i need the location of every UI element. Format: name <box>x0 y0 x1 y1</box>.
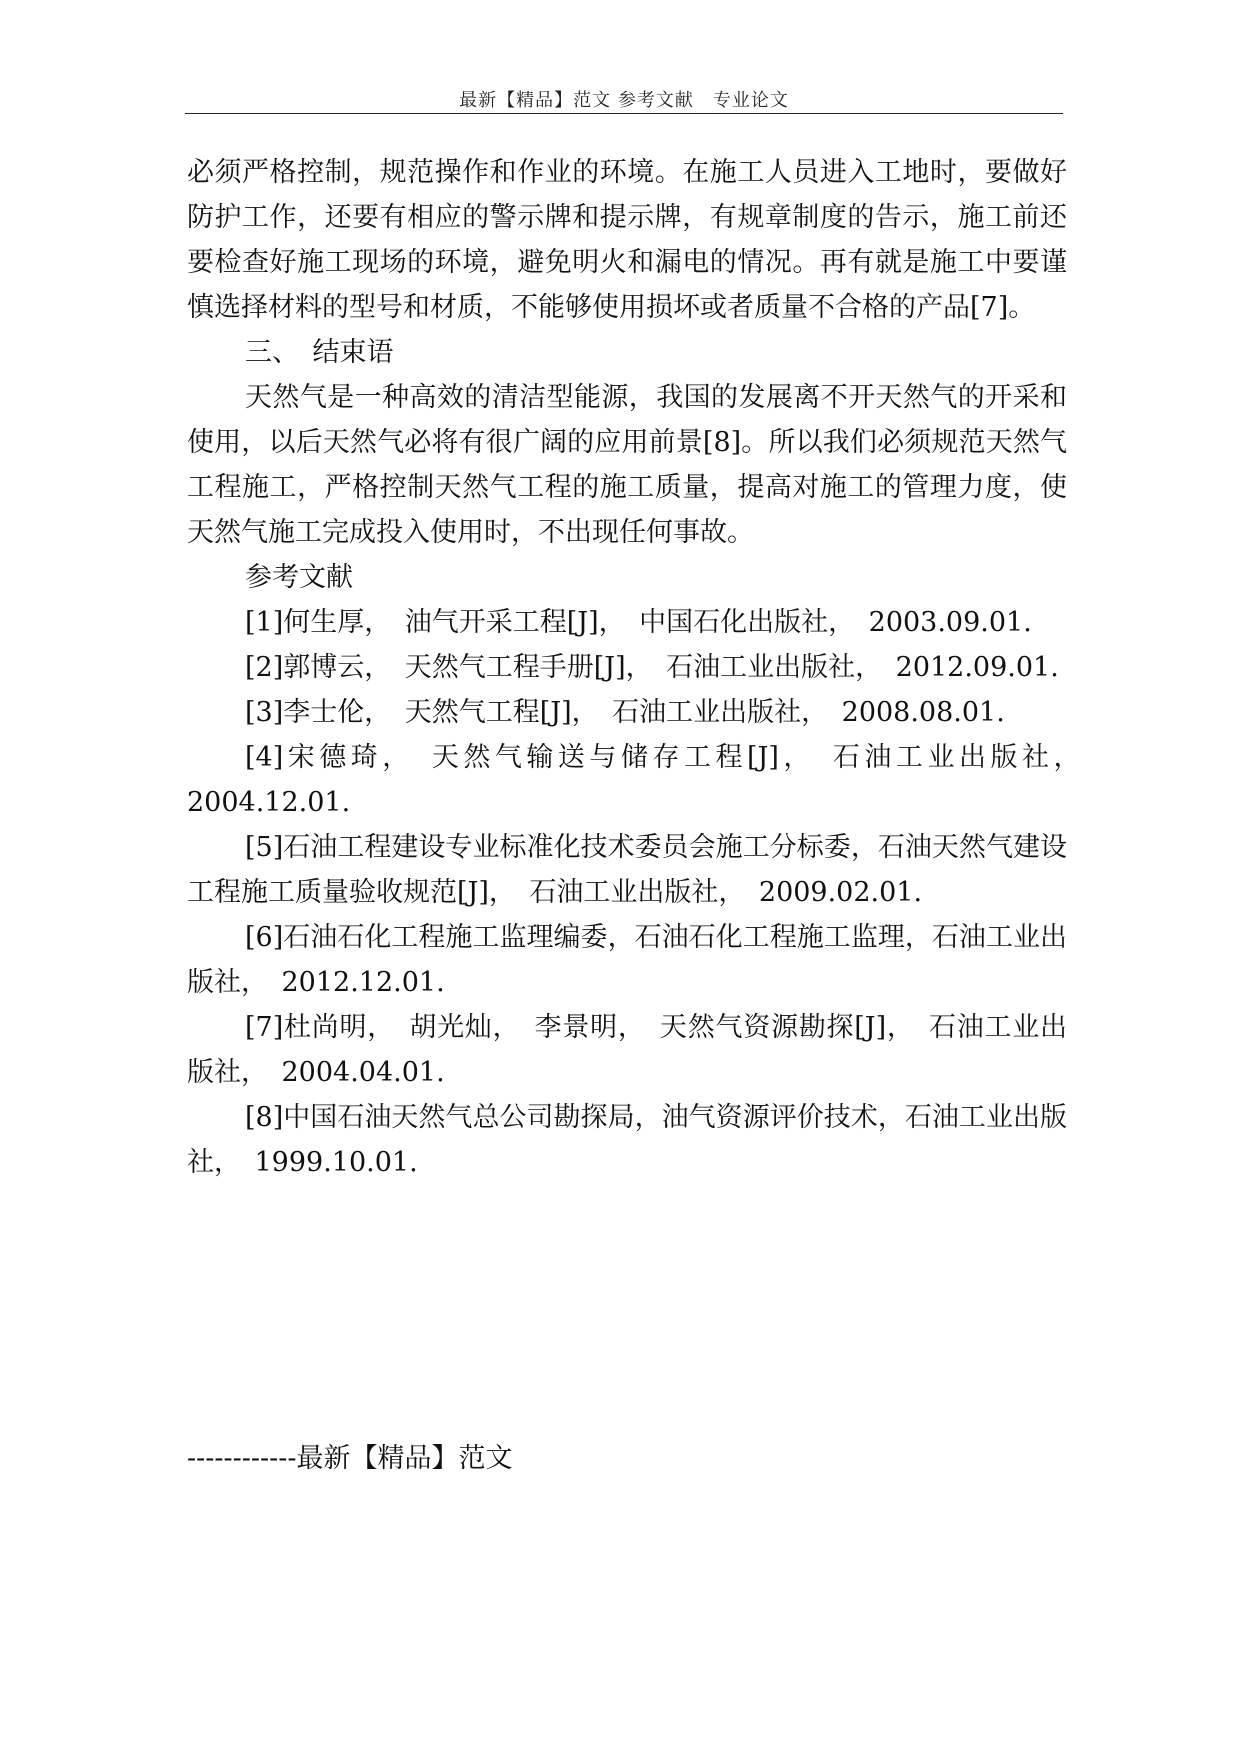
document-body <box>187 150 1094 1185</box>
references-heading: 参考文献 <box>245 562 353 593</box>
paragraph-conclusion: 天然气是一种高效的清洁型能源，我国的发展离不开天然气的开采和使用，以后天然气必将有很广阔的应用前景[8]。所以我们必须规范天然气工程施工，严格控制天然气工程的施工质量，提高对施工的管理力度，使天然气施工完成投入使用时，不出现任何事故。 <box>187 382 1067 548</box>
header-divider <box>185 113 1063 114</box>
page-footer: ------------最新【精品】范文 <box>187 1443 513 1474</box>
reference-item: [8]中国石油天然气总公司勘探局，油气资源评价技术，石油工业出版社， 1999.10.01. <box>187 1102 1067 1178</box>
reference-item: [4]宋德琦， 天然气输送与储存工程[J]， 石油工业出版社， 2004.12.01. <box>187 742 1094 818</box>
reference-item: [2]郭博云， 天然气工程手册[J]， 石油工业出版社， 2012.09.01. <box>245 652 1059 683</box>
reference-item: [1]何生厚， 油气开采工程[J]， 中国石化出版社， 2003.09.01. <box>245 607 1032 638</box>
reference-item: [7]杜尚明， 胡光灿， 李景明， 天然气资源勘探[J]， 石油工业出版社， 2004.04.01. <box>187 1012 1067 1088</box>
paragraph-intro: 必须严格控制，规范操作和作业的环境。在施工人员进入工地时，要做好防护工作，还要有相应的警示牌和提示牌，有规章制度的告示，施工前还要检查好施工现场的环境，避免明火和漏电的情况。再有就是施工中要谨慎选择材料的型号和材质，不能够使用损坏或者质量不合格的产品[7]。 <box>187 157 1067 323</box>
reference-item: [6]石油石化工程施工监理编委，石油石化工程施工监理，石油工业出版社， 2012.12.01. <box>187 922 1067 998</box>
section-heading: 三、 结束语 <box>245 337 394 368</box>
references-list <box>187 600 1094 1185</box>
reference-item: [5]石油工程建设专业标准化技术委员会施工分标委，石油天然气建设工程施工质量验收规范[J]， 石油工业出版社， 2009.02.01. <box>187 832 1067 908</box>
page-header: 最新【精品】范文 参考文献 专业论文 <box>459 90 789 111</box>
reference-item: [3]李士伦， 天然气工程[J]， 石油工业出版社， 2008.08.01. <box>245 697 1005 728</box>
